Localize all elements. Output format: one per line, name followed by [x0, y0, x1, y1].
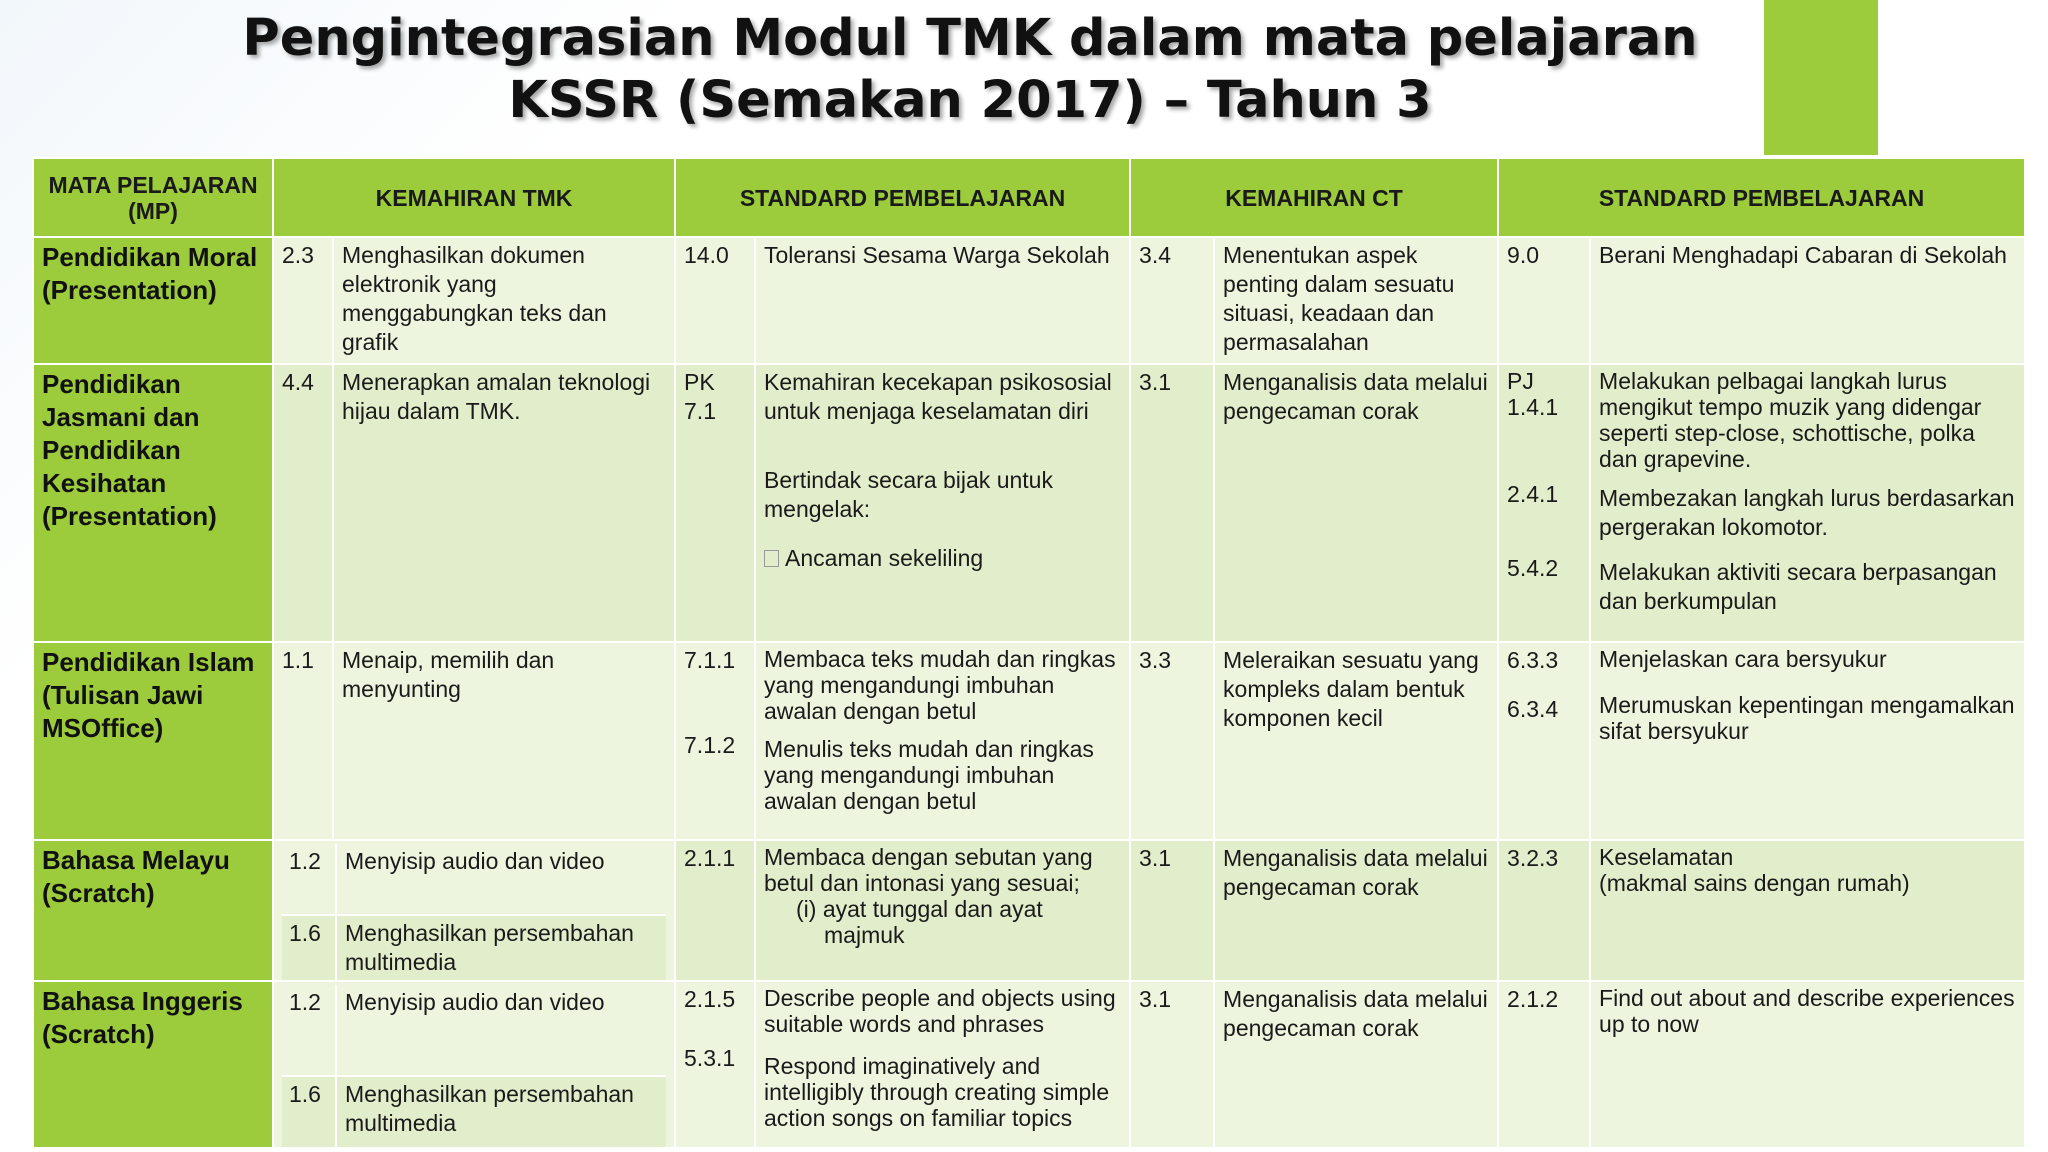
sp-text-cell [755, 364, 1130, 642]
sp2-text-cell [1590, 642, 2025, 840]
sp-code-1: 2.1.5 [684, 986, 736, 1012]
tmk-text-1: Menyisip audio dan video [335, 844, 666, 914]
sp2-text: Berani Menghadapi Cabaran di Sekolah [1590, 237, 2025, 364]
sp-code-1: 7.1.1 [684, 647, 736, 673]
sp-text-2: Bertindak secara bijak untuk mengelak: [764, 467, 1053, 522]
sp2-code: 2.1.2 [1498, 981, 1590, 1148]
tmk-code-1: 1.2 [289, 989, 321, 1015]
sp2-text-1: Melakukan pelbagai langkah lurus mengikut tempo muzik yang didengar seperti step-close, schottische, polka dan grapevine. [1599, 368, 1982, 472]
curriculum-table [32, 157, 2026, 1149]
header-row [33, 158, 2025, 237]
sp2-code-cell [1498, 364, 1590, 642]
ct-code: 3.3 [1130, 642, 1214, 840]
green-accent-bar [1764, 0, 1878, 155]
sp-code-2: 7.1.2 [684, 732, 736, 758]
ct-text: Menganalisis data melalui pengecaman corak [1214, 364, 1498, 642]
header-standard-pembelajaran-2: STANDARD PEMBELAJARAN [1498, 158, 2025, 237]
table-row [33, 840, 2025, 981]
tmk-item-2 [282, 1075, 666, 1147]
tmk-code-2: 1.6 [289, 920, 321, 946]
sp2-text: Find out about and describe experiences up to now [1590, 981, 2025, 1148]
sp2-text-2: Merumuskan kepentingan mengamalkan sifat bersyukur [1599, 692, 2015, 744]
table-row [33, 642, 2025, 840]
tmk-text: Menerapkan amalan teknologi hijau dalam TMK. [333, 364, 675, 642]
sp2-text-cell [1590, 364, 2025, 642]
ct-text: Meleraikan sesuatu yang kompleks dalam bentuk komponen kecil [1214, 642, 1498, 840]
sp2-code-2: 2.4.1 [1507, 481, 1559, 507]
tmk-item-1 [282, 985, 666, 1075]
tmk-text: Menghasilkan dokumen elektronik yang menggabungkan teks dan grafik [333, 237, 675, 364]
table-row [33, 237, 2025, 364]
sp-text-2: Respond imaginatively and intelligibly through creating simple action songs on familiar topics [764, 1053, 1110, 1131]
ct-code: 3.1 [1130, 364, 1214, 642]
sp2-text-2: (makmal sains dengan rumah) [1599, 870, 1910, 896]
sp-sub-2: majmuk [824, 922, 905, 948]
sp-text-1: Describe people and objects using suitable words and phrases [764, 985, 1116, 1037]
title-line-1: Pengintegrasian Modul TMK dalam mata pelajaran [242, 9, 1698, 68]
title-line-2: KSSR (Semakan 2017) – Tahun 3 [508, 71, 1432, 130]
sp-sub-1: (i) ayat tunggal dan ayat [796, 896, 1043, 922]
subject-cell: Bahasa Inggeris (Scratch) [33, 981, 273, 1148]
sp-code-2: 5.3.1 [684, 1045, 736, 1071]
sp-code-cell [675, 981, 755, 1148]
tmk-item-2 [282, 914, 666, 980]
tmk-item-1 [282, 844, 666, 914]
tmk-text-1: Menyisip audio dan video [335, 985, 666, 1075]
ct-text: Menganalisis data melalui pengecaman corak [1214, 981, 1498, 1148]
sp-text-cell [755, 981, 1130, 1148]
sp2-text-1: Keselamatan [1599, 844, 1734, 870]
tmk-code: 2.3 [273, 237, 333, 364]
ct-code: 3.4 [1130, 237, 1214, 364]
sp-text: Toleransi Sesama Warga Sekolah [755, 237, 1130, 364]
tmk-text: Menaip, memilih dan menyunting [333, 642, 675, 840]
ct-code: 3.1 [1130, 840, 1214, 981]
sp-text-cell [755, 642, 1130, 840]
sp-code: 2.1.1 [675, 840, 755, 981]
sp-code-cell [675, 642, 755, 840]
sp2-code-3: 5.4.2 [1507, 555, 1559, 581]
sp2-text-1: Menjelaskan cara bersyukur [1599, 646, 1887, 672]
sp2-text-3: Melakukan aktiviti secara berpasangan dan berkumpulan [1599, 559, 1997, 614]
sp2-text-2: Membezakan langkah lurus berdasarkan pergerakan lokomotor. [1599, 485, 2015, 540]
sp2-code-1: 6.3.3 [1507, 647, 1559, 673]
subject-cell: Bahasa Melayu (Scratch) [33, 840, 273, 981]
sp2-code-1: PJ 1.4.1 [1507, 368, 1559, 420]
tmk-code-1: 1.2 [289, 848, 321, 874]
sp-text-3-item [764, 544, 1121, 573]
sp-text-3: Ancaman sekeliling [785, 545, 984, 571]
tmk-text-2: Menghasilkan persembahan multimedia [335, 1077, 666, 1147]
table-row [33, 364, 2025, 642]
subject-cell: Pendidikan Islam (Tulisan Jawi MSOffice) [33, 642, 273, 840]
ct-text: Menentukan aspek penting dalam sesuatu situasi, keadaan dan permasalahan [1214, 237, 1498, 364]
tmk-split-cell [273, 981, 675, 1148]
sp2-text-cell [1590, 840, 2025, 981]
page-title [160, 8, 1780, 132]
header-kemahiran-ct: KEMAHIRAN CT [1130, 158, 1498, 237]
sp-code: 14.0 [675, 237, 755, 364]
sp-text-cell [755, 840, 1130, 981]
header-standard-pembelajaran-1: STANDARD PEMBELAJARAN [675, 158, 1130, 237]
sp2-code-cell [1498, 642, 1590, 840]
table-row [33, 981, 2025, 1148]
sp-text: Membaca dengan sebutan yang betul dan intonasi yang sesuai; [764, 844, 1093, 896]
header-mp: MATA PELAJARAN (MP) [33, 158, 273, 237]
tmk-text-2: Menghasilkan persembahan multimedia [335, 916, 666, 980]
sp-text-2: Menulis teks mudah dan ringkas yang mengandungi imbuhan awalan dengan betul [764, 736, 1094, 814]
sp-text-1: Kemahiran kecekapan psikososial untuk menjaga keselamatan diri [764, 369, 1112, 424]
checkbox-glyph-icon [764, 550, 779, 567]
ct-text: Menganalisis data melalui pengecaman corak [1214, 840, 1498, 981]
sp-code: PK 7.1 [675, 364, 755, 642]
subject-cell: Pendidikan Moral (Presentation) [33, 237, 273, 364]
sp2-code: 3.2.3 [1498, 840, 1590, 981]
tmk-code: 4.4 [273, 364, 333, 642]
tmk-code: 1.1 [273, 642, 333, 840]
subject-cell: Pendidikan Jasmani dan Pendidikan Kesihatan (Presentation) [33, 364, 273, 642]
tmk-code-2: 1.6 [289, 1081, 321, 1107]
sp2-code-2: 6.3.4 [1507, 696, 1559, 722]
header-kemahiran-tmk: KEMAHIRAN TMK [273, 158, 675, 237]
tmk-split-cell [273, 840, 675, 981]
sp-text-1: Membaca teks mudah dan ringkas yang mengandungi imbuhan awalan dengan betul [764, 646, 1116, 724]
sp2-code: 9.0 [1498, 237, 1590, 364]
ct-code: 3.1 [1130, 981, 1214, 1148]
